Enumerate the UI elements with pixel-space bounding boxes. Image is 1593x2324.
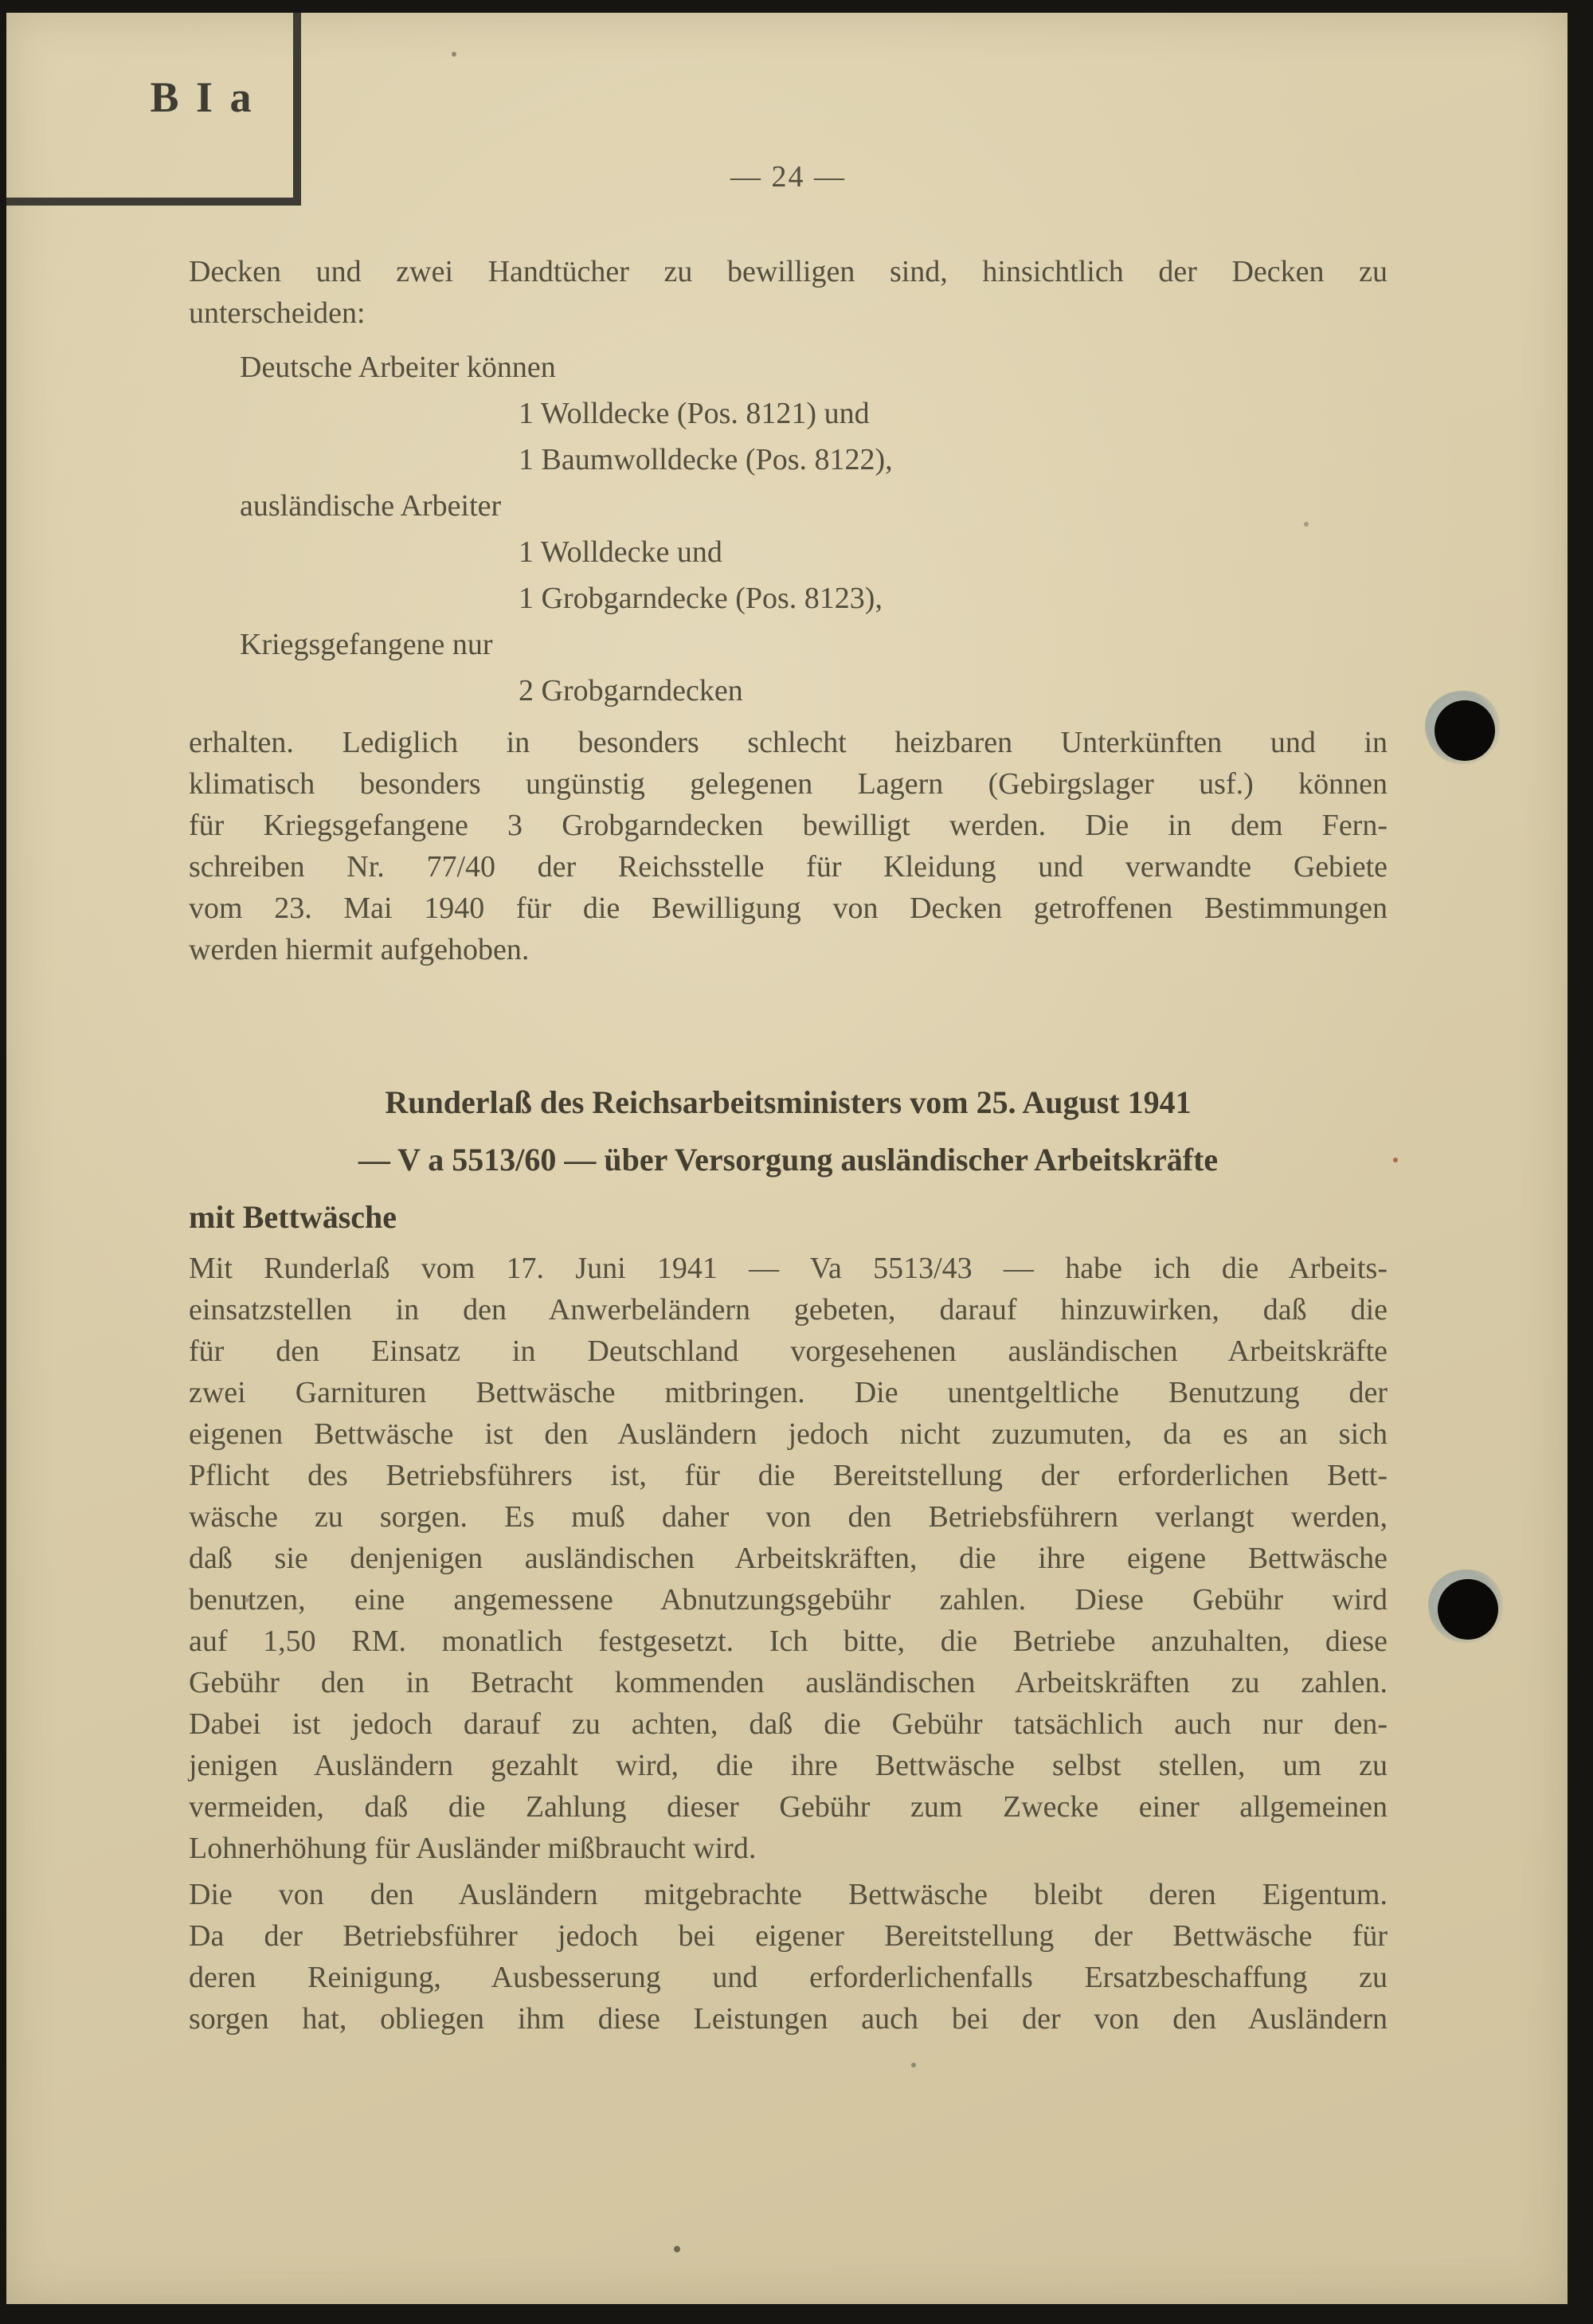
decree-heading [189, 1074, 1388, 1246]
page-content [189, 13, 1388, 2040]
decree-text-line: Dabei ist jedoch darauf zu achten, daß die Gebühr tatsächlich auch nur den- [189, 1707, 1388, 1741]
decree-text-line: eigenen Bettwäsche ist den Ausländern jedoch nicht zuzumuten, da es an sich [189, 1417, 1388, 1451]
classification-label: B I a [150, 73, 255, 121]
decree-body-paragraph [189, 1248, 1388, 1869]
allocation-list-item: 1 Baumwolldecke (Pos. 8122), [519, 443, 893, 476]
regulation-text-line: werden hiermit aufgehoben. [189, 933, 530, 966]
decree-text-line: jenigen Ausländern gezahlt wird, die ihre Bettwäsche selbst stellen, um zu [189, 1749, 1388, 1782]
paper-specks [6, 13, 10, 16]
allocation-list-item: 1 Grobgarndecke (Pos. 8123), [519, 582, 883, 615]
allocation-list-item: ausländische Arbeiter [240, 489, 502, 523]
regulation-paragraph [189, 722, 1388, 970]
ownership-text-line: sorgen hat, obliegen ihm diese Leistungen auch bei der von den Ausländern [189, 2002, 1388, 2036]
ownership-text-line: Da der Betriebsführer jedoch bei eigener Bereitstellung der Bettwäsche für [189, 1919, 1388, 1953]
decree-heading-line: — V a 5513/60 — über Versorgung ausländischer Arbeitskräfte [358, 1142, 1219, 1178]
decree-text-line: für den Einsatz in Deutschland vorgesehenen ausländischen Arbeitskräfte [189, 1334, 1388, 1368]
page-number: — 24 — [730, 160, 846, 194]
punch-hole-opening [1438, 1579, 1498, 1640]
ownership-text-line: Die von den Ausländern mitgebrachte Bettwäsche bleibt deren Eigentum. [189, 1878, 1388, 1911]
decree-text-line: zwei Garnituren Bettwäsche mitbringen. Die unentgeltliche Benutzung der [189, 1376, 1388, 1409]
decree-text-line: Pflicht des Betriebsführers ist, für die Bereitstellung der erforderlichen Bett- [189, 1459, 1388, 1492]
decree-text-line: Gebühr den in Betracht kommenden ausländischen Arbeitskräften zu zahlen. [189, 1666, 1388, 1699]
decree-text-line: vermeiden, daß die Zahlung dieser Gebühr zum Zwecke einer allgemeinen [189, 1790, 1388, 1824]
regulation-text-line: erhalten. Lediglich in besonders schlecht heizbaren Unterkünften und in [189, 726, 1388, 759]
decree-text-line: Lohnerhöhung für Ausländer mißbraucht wird. [189, 1832, 757, 1865]
decree-heading-line: Runderlaß des Reichsarbeitsministers vom 25. August 1941 [385, 1084, 1192, 1120]
allocation-list-item: Kriegsgefangene nur [240, 628, 493, 661]
decree-text-line: benutzen, eine angemessene Abnutzungsgebühr zahlen. Diese Gebühr wird [189, 1583, 1388, 1617]
punch-hole-opening [1434, 700, 1495, 761]
decree-text-line: auf 1,50 RM. monatlich festgesetzt. Ich bitte, die Betriebe anzuhalten, diese [189, 1624, 1388, 1658]
ownership-text-line: deren Reinigung, Ausbesserung und erforderlichenfalls Ersatzbeschaffung zu [189, 1961, 1388, 1994]
allocation-list-item: 1 Wolldecke (Pos. 8121) und [519, 397, 870, 430]
decree-text-line: wäsche zu sorgen. Es muß daher von den Betriebsführern verlangt werden, [189, 1500, 1388, 1534]
decree-text-line: daß sie denjenigen ausländischen Arbeitskräften, die ihre eigene Bettwäsche [189, 1542, 1388, 1575]
blanket-allocation-list [189, 344, 1388, 714]
ownership-paragraph [189, 1874, 1388, 2040]
regulation-text-line: klimatisch besonders ungünstig gelegenen Lagern (Gebirgslager usf.) können [189, 767, 1388, 801]
allocation-list-item: 2 Grobgarndecken [519, 674, 743, 707]
regulation-text-line: schreiben Nr. 77/40 der Reichsstelle für Kleidung und verwandte Gebiete [189, 850, 1388, 884]
intro-text-line: Decken und zwei Handtücher zu bewilligen sind, hinsichtlich der Decken zu [189, 255, 1388, 288]
regulation-text-line: vom 23. Mai 1940 für die Bewilligung von Decken getroffenen Bestimmungen [189, 892, 1388, 925]
document-page [6, 13, 1568, 2304]
allocation-list-item: Deutsche Arbeiter können [240, 351, 556, 384]
decree-text-line: Mit Runderlaß vom 17. Juni 1941 — Va 5513/43 — habe ich die Arbeits- [189, 1252, 1388, 1285]
decree-text-line: einsatzstellen in den Anwerbeländern gebeten, darauf hinzuwirken, daß die [189, 1293, 1388, 1327]
decree-heading-line: mit Bettwäsche [189, 1199, 397, 1235]
intro-paragraph [189, 251, 1388, 334]
allocation-list-item: 1 Wolldecke und [519, 535, 722, 569]
regulation-text-line: für Kriegsgefangene 3 Grobgarndecken bewilligt werden. Die in dem Fern- [189, 809, 1388, 842]
intro-text-line: unterscheiden: [189, 296, 366, 330]
